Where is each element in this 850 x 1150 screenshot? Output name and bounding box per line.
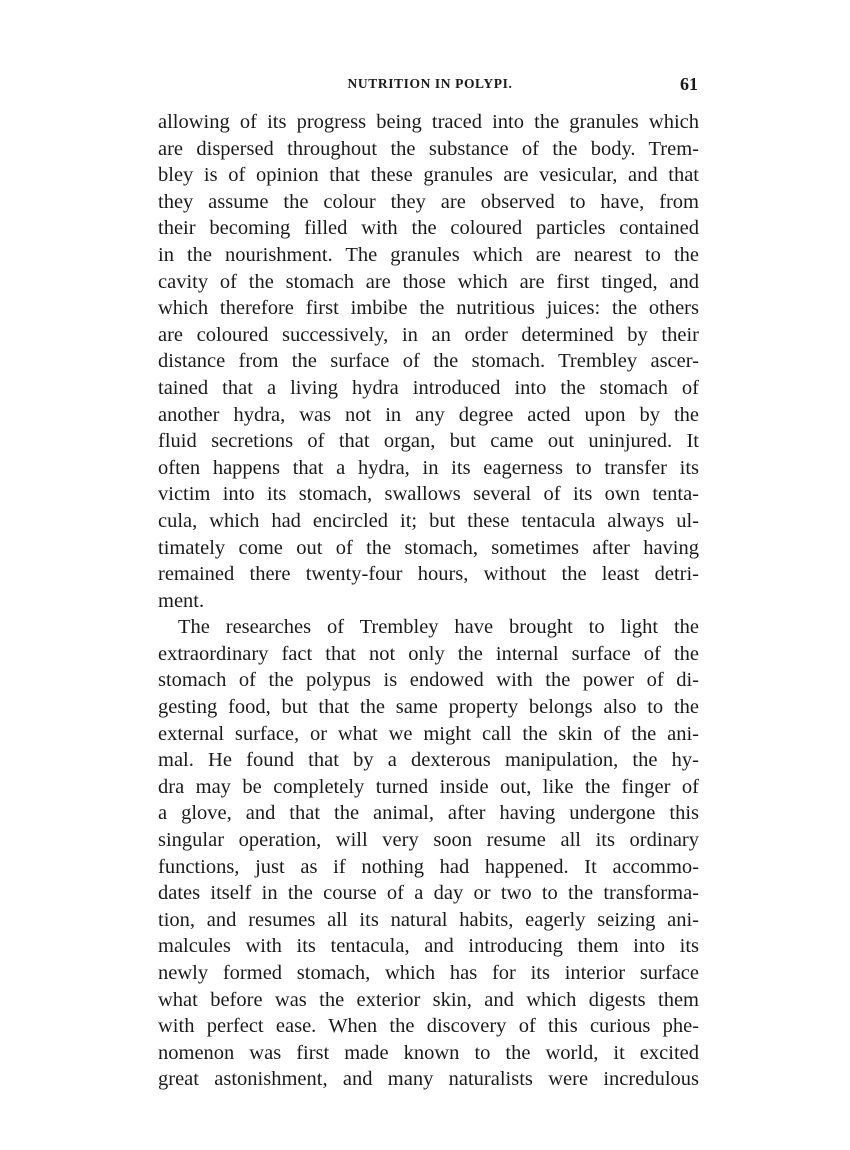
text-line: another hydra, was not in any degree acted upon by the: [158, 403, 699, 426]
text-line: mal. He found that by a dexterous manipulation, the hy-: [158, 749, 699, 772]
running-title: NUTRITION IN POLYPI.: [347, 76, 513, 91]
running-head: [160, 72, 700, 96]
text-line: what before was the exterior skin, and which digests them: [158, 988, 699, 1011]
text-line: tained that a living hydra introduced into the stomach of: [158, 376, 699, 399]
text-line: newly formed stomach, which has for its interior surface: [158, 962, 699, 984]
text-line: are coloured successively, in an order determined by their: [158, 323, 699, 346]
text-line: malcules with its tentacula, and introducing them into its: [158, 935, 699, 958]
text-line: functions, just as if nothing had happened. It accommo-: [158, 855, 699, 878]
text-line: distance from the surface of the stomach. Trembley ascer-: [158, 350, 699, 373]
text-line: they assume the colour they are observed to have, from: [158, 190, 699, 213]
text-line: in the nourishment. The granules which are nearest to the: [158, 243, 699, 266]
text-line: allowing of its progress being traced into the granules which: [158, 111, 699, 133]
text-line: nomenon was first made known to the world, it excited: [158, 1041, 699, 1064]
text-line: cula, which had encircled it; but these tentacula always ul-: [158, 509, 699, 532]
text-line: which therefore first imbibe the nutritious juices: the others: [158, 297, 699, 320]
text-line: their becoming filled with the coloured particles contained: [158, 217, 699, 240]
text-line: victim into its stomach, swallows several of its own tenta-: [158, 483, 699, 506]
text-line: ment.: [158, 589, 205, 612]
text-line: a glove, and that the animal, after having undergone this: [158, 802, 699, 825]
text-line: timately come out of the stomach, sometimes after having: [158, 536, 699, 559]
text-line: with perfect ease. When the discovery of this curious phe-: [158, 1015, 699, 1038]
text-line: fluid secretions of that organ, but came out uninjured. It: [158, 430, 699, 453]
text-line: tion, and resumes all its natural habits, eagerly seizing ani-: [158, 908, 699, 931]
text-line: cavity of the stomach are those which are first tinged, and: [158, 270, 699, 293]
text-line: The researches of Trembley have brought to light the: [178, 616, 699, 639]
page-number: 61: [680, 74, 698, 94]
text-line: bley is of opinion that these granules are vesicular, and that: [158, 164, 699, 187]
text-line: singular operation, will very soon resume all its ordinary: [158, 829, 699, 852]
text-line: often happens that a hydra, in its eagerness to transfer its: [158, 456, 699, 479]
text-line: external surface, or what we might call the skin of the ani-: [158, 722, 699, 745]
text-line: gesting food, but that the same property belongs also to the: [158, 696, 699, 719]
paragraph-1: [158, 109, 699, 614]
text-line: stomach of the polypus is endowed with the power of di-: [158, 669, 699, 692]
text-line: great astonishment, and many naturalists were incredulous: [158, 1068, 699, 1091]
text-line: extraordinary fact that not only the internal surface of the: [158, 642, 699, 665]
text-line: dra may be completely turned inside out, like the finger of: [158, 775, 699, 798]
body-text: [158, 109, 699, 1093]
text-line: are dispersed throughout the substance of the body. Trem-: [158, 137, 699, 160]
paragraph-2: [158, 614, 699, 1093]
text-line: remained there twenty-four hours, without the least detri-: [158, 563, 699, 586]
text-line: dates itself in the course of a day or two to the transforma-: [158, 882, 699, 905]
